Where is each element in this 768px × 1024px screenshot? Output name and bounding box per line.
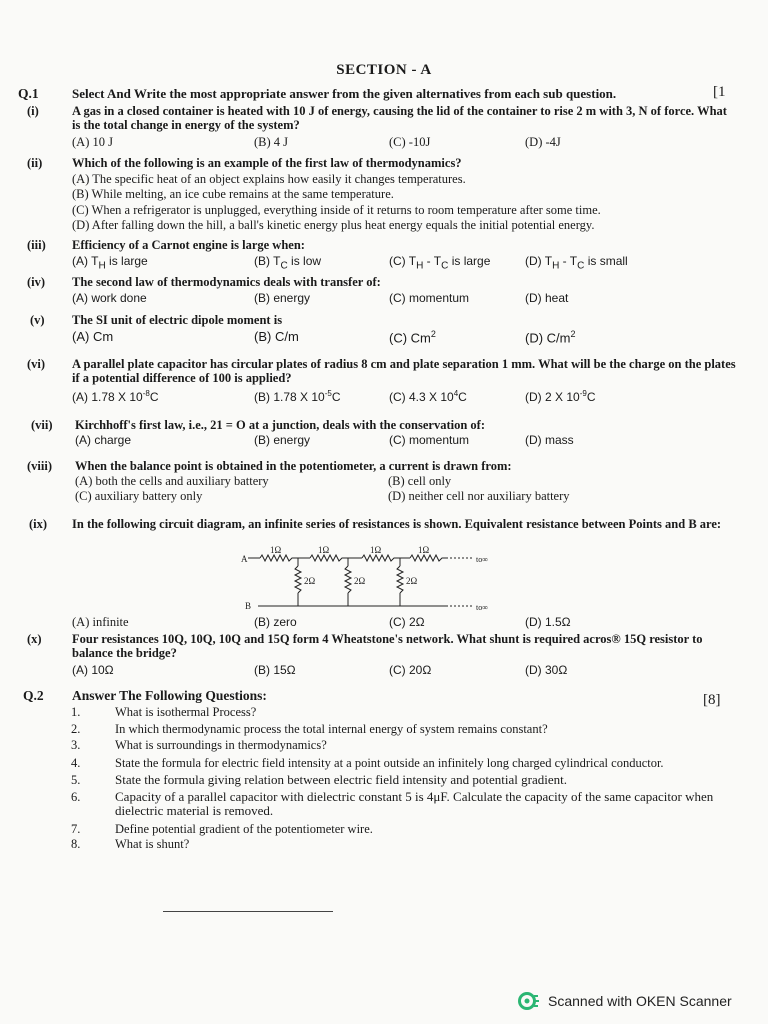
q1-v-option-b: (B) C/m [254,329,299,344]
q1-v-option-d: (D) $C/m^2$ [525,329,576,346]
q1-vii-option-d: (D) mass [525,433,574,447]
q1-x-option-d: (D) 30Ω [525,663,568,677]
q1-ii-option-a: (A) The specific heat of an object explains how easily it changes temperatures. [72,172,466,186]
q1-viii-number: (viii) [27,459,52,473]
q1-viii-option-d: (D) neither cell nor auxiliary battery [388,489,570,503]
q1-vi-number: (vi) [27,357,46,371]
q1-v-option-a: (A) Cm [72,329,114,344]
q2-item-text: State the formula for electric field intensity at a point outside an infinitely long charged cylindrical conductor. [115,756,664,770]
q1-ix-option-b: (B) zero [254,615,297,629]
q1-viii-stem: When the balance point is obtained in the potentiometer, a current is drawn from: [75,459,512,473]
scanner-label: Scanned with OKEN Scanner [548,993,732,1009]
infinite-resistor-circuit-diagram [240,544,520,616]
q1-ix-stem: In the following circuit diagram, an infinite series of resistances is shown. Equivalent resistance between Points and B are: [72,517,722,531]
q1-x-number: (x) [27,632,42,646]
q1-vii-stem: Kirchhoff's first law, i.e., 21 = O at a junction, deals with the conservation of: [75,418,485,432]
q2-item-text: Define potential gradient of the potentiometer wire. [115,822,373,836]
q2-item-text: What is surroundings in thermodynamics? [115,738,327,752]
node-a-label: A [241,554,248,564]
shunt-resistor-label: 2Ω [354,576,366,586]
q1-i-number: (i) [27,104,39,118]
q1-iii-number: (iii) [27,238,46,252]
q1-iv-number: (iv) [27,275,46,289]
q1-x-stem: Four resistances 10Q, 10Q, 10Q and 15Q form 4 Wheatstone's network. What shunt is required acros® 15Q resistor to balance the bridge? [72,632,703,660]
divider-line [163,911,333,912]
q1-iv-option-b: (B) energy [254,291,311,305]
q1-iii-option-b: (B) $T_C$ is low [254,254,322,272]
q1-i-option-a: (A) 10 J [72,135,113,149]
q1-vi-option-c: (C) 4.3 X $10^4C$ [389,389,467,404]
q1-vii-option-a: (A) charge [75,433,132,447]
q1-iv-stem: The second law of thermodynamics deals with transfer of: [72,275,381,289]
q2-item-number: 8. [71,837,81,851]
q1-vii-number: (vii) [31,418,53,432]
top-resistor-label: 1Ω [418,545,430,555]
q1-vi-option-b: (B) 1.78 X $10^{-5}C$ [254,389,341,404]
q1-vii-option-b: (B) energy [254,433,311,447]
q1-iv-option-c: (C) momentum [389,291,470,305]
q1-viii-option-c: (C) auxiliary battery only [75,489,203,503]
q2-item-number: 2. [71,722,81,736]
q1-ix-option-d: (D) 1.5Ω [525,615,571,629]
q1-ii-option-c: (C) When a refrigerator is unplugged, everything inside of it returns to room temperature after some time. [72,203,601,217]
to-infinity-top-label: to∞ [476,555,488,564]
q1-ii-number: (ii) [27,156,43,170]
q2-item-text: In which thermodynamic process the total internal energy of system remains constant? [115,722,548,736]
scanner-watermark [518,990,732,1012]
q2-item-text: State the formula giving relation between electric field intensity and potential gradient. [115,772,567,787]
top-resistor-label: 1Ω [318,545,330,555]
q2-item-number: 7. [71,822,81,836]
q1-v-number: (v) [30,313,45,327]
shunt-resistor-label: 2Ω [406,576,418,586]
q2-item-text: What is shunt? [115,837,190,851]
q1-i-option-b: (B) 4 J [254,135,289,149]
q1-ii-option-b: (B) While melting, an ice cube remains at the same temperature. [72,187,394,201]
q1-v-stem: The SI unit of electric dipole moment is [72,313,283,327]
q1-ii-option-d: (D) After falling down the hill, a ball's kinetic energy plus heat energy equals the initial potential energy. [72,218,595,232]
q2-item-text: Capacity of a parallel capacitor with dielectric constant 5 is 4μF. Calculate the capacity of the same capacitor when dielectric material is removed. [115,789,714,818]
q2-item-number: 3. [71,738,81,752]
top-resistor-label: 1Ω [270,545,282,555]
q1-i-option-c: (C) -10J [389,135,431,149]
oken-scanner-logo-icon [518,990,540,1012]
q1-marks: [1 [713,84,726,100]
q1-viii-option-a: (A) both the cells and auxiliary battery [75,474,269,488]
q1-iii-option-c: (C) $T_H - T_C$ is large [389,254,491,272]
q2-item-number: 5. [71,773,81,787]
q1-vi-option-d: (D) 2 X $10^{-9}C$ [525,389,596,404]
q2-item-text: What is isothermal Process? [115,705,257,719]
shunt-resistor-label: 2Ω [304,576,316,586]
q2-item-number: 4. [71,756,81,770]
q1-ix-option-a: (A) infinite [72,615,129,629]
q1-iv-option-a: (A) work done [72,291,147,305]
node-b-label: B [245,601,252,611]
q1-iii-option-a: (A) $T_H$ is large [72,254,148,272]
q1-viii-option-b: (B) cell only [388,474,452,488]
q1-v-option-c: (C) Cm$^2$ [389,329,436,346]
q1-vi-stem: A parallel plate capacitor has circular plates of radius 8 cm and plate separation 1 mm. What will be the charge on the plates if a potential difference of 100 is applied? [72,357,736,385]
q1-heading: Select And Write the most appropriate answer from the given alternatives from each sub question. [72,86,617,101]
q2-heading: Answer The Following Questions: [72,688,267,703]
q1-i-stem: A gas in a closed container is heated with 10 J of energy, causing the lid of the container to rise 2 m with 3, N of force. What is the total change in energy of the system? [72,104,727,132]
q1-i-option-d: (D) -4J [525,135,561,149]
section-title: SECTION - A [336,62,432,78]
to-infinity-bottom-label: to∞ [476,603,488,612]
q1-x-option-c: (C) 20Ω [389,663,432,677]
q1-iii-option-d: (D) $T_H - T_C$ is small [525,254,628,272]
q2-item-number: 6. [71,790,81,804]
q1-iv-option-d: (D) heat [525,291,569,305]
q2-marks: [8] [703,692,721,708]
q2-item-number: 1. [71,705,81,719]
q1-vi-option-a: (A) 1.78 X $10^{-8}C$ [72,389,159,404]
q1-x-option-a: (A) 10Ω [72,663,114,677]
top-resistor-label: 1Ω [370,545,382,555]
q1-iii-stem: Efficiency of a Carnot engine is large when: [72,238,305,252]
q2-number: Q.2 [23,688,44,703]
q1-ii-stem: Which of the following is an example of the first law of thermodynamics? [72,156,462,170]
q1-x-option-b: (B) 15Ω [254,663,296,677]
q1-number: Q.1 [18,86,39,101]
q1-ix-option-c: (C) 2Ω [389,615,425,629]
q1-ix-number: (ix) [29,517,48,531]
q1-vii-option-c: (C) momentum [389,433,470,447]
